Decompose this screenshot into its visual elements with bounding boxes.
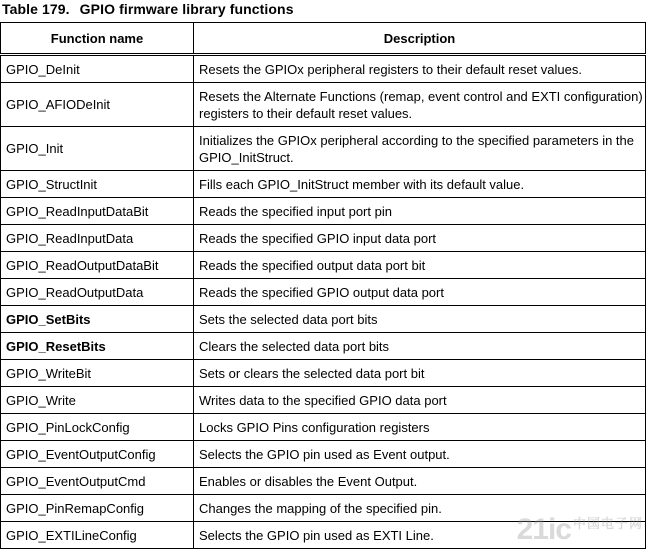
function-name-cell: GPIO_AFIODeInit (1, 83, 194, 127)
table-row (1, 171, 646, 198)
description-cell: Fills each GPIO_InitStruct member with its default value. (194, 171, 646, 198)
table-row (1, 414, 646, 441)
gpio-functions-table (0, 22, 646, 549)
function-name-cell: GPIO_ReadInputDataBit (1, 198, 194, 225)
function-name-cell: GPIO_WriteBit (1, 360, 194, 387)
column-header-description: Description (194, 23, 646, 55)
table-row (1, 468, 646, 495)
description-cell: Sets or clears the selected data port bit (194, 360, 646, 387)
function-name-cell: GPIO_SetBits (1, 306, 194, 333)
function-name-cell: GPIO_ResetBits (1, 333, 194, 360)
description-cell: Selects the GPIO pin used as Event output. (194, 441, 646, 468)
function-name-cell: GPIO_PinRemapConfig (1, 495, 194, 522)
description-cell: Resets the GPIOx peripheral registers to their default reset values. (194, 55, 646, 83)
description-cell: Selects the GPIO pin used as EXTI Line. (194, 522, 646, 549)
description-cell: Resets the Alternate Functions (remap, event control and EXTI configuration) registers to their default reset values. (194, 83, 646, 127)
table-row (1, 279, 646, 306)
table-row (1, 360, 646, 387)
description-cell: Clears the selected data port bits (194, 333, 646, 360)
watermark-logo (517, 513, 643, 547)
description-cell: Reads the specified output data port bit (194, 252, 646, 279)
table-row (1, 306, 646, 333)
description-cell: Sets the selected data port bits (194, 306, 646, 333)
table-row (1, 441, 646, 468)
table-row (1, 198, 646, 225)
table-row (1, 333, 646, 360)
function-name-cell: GPIO_ReadOutputData (1, 279, 194, 306)
function-name-cell: GPIO_Write (1, 387, 194, 414)
function-name-cell: GPIO_EventOutputCmd (1, 468, 194, 495)
table-row (1, 225, 646, 252)
function-name-cell: GPIO_ReadInputData (1, 225, 194, 252)
function-name-cell: GPIO_DeInit (1, 55, 194, 83)
function-name-cell: GPIO_PinLockConfig (1, 414, 194, 441)
description-cell: Locks GPIO Pins configuration registers (194, 414, 646, 441)
description-cell: Changes the mapping of the specified pin. (194, 495, 646, 522)
table-header-row (1, 23, 646, 55)
table-row (1, 252, 646, 279)
table-number: Table 179. (2, 1, 70, 17)
description-cell: Initializes the GPIOx peripheral according to the specified parameters in the GPIO_InitStruct. (194, 127, 646, 171)
watermark-subtitle: 中国电子网 (572, 516, 643, 531)
function-name-cell: GPIO_Init (1, 127, 194, 171)
function-name-cell: GPIO_StructInit (1, 171, 194, 198)
function-name-cell: GPIO_EXTILineConfig (1, 522, 194, 549)
function-name-cell: GPIO_ReadOutputDataBit (1, 252, 194, 279)
watermark-brand: 21ic (516, 513, 571, 546)
table-caption (2, 0, 294, 18)
table-row (1, 55, 646, 83)
table-body (1, 55, 646, 549)
function-name-cell: GPIO_EventOutputConfig (1, 441, 194, 468)
table-row (1, 127, 646, 171)
description-cell: Writes data to the specified GPIO data port (194, 387, 646, 414)
table-row (1, 83, 646, 127)
table-row (1, 387, 646, 414)
column-header-function-name: Function name (1, 23, 194, 55)
table-title: GPIO firmware library functions (79, 1, 294, 17)
description-cell: Enables or disables the Event Output. (194, 468, 646, 495)
description-cell: Reads the specified GPIO output data port (194, 279, 646, 306)
description-cell: Reads the specified input port pin (194, 198, 646, 225)
description-cell: Reads the specified GPIO input data port (194, 225, 646, 252)
